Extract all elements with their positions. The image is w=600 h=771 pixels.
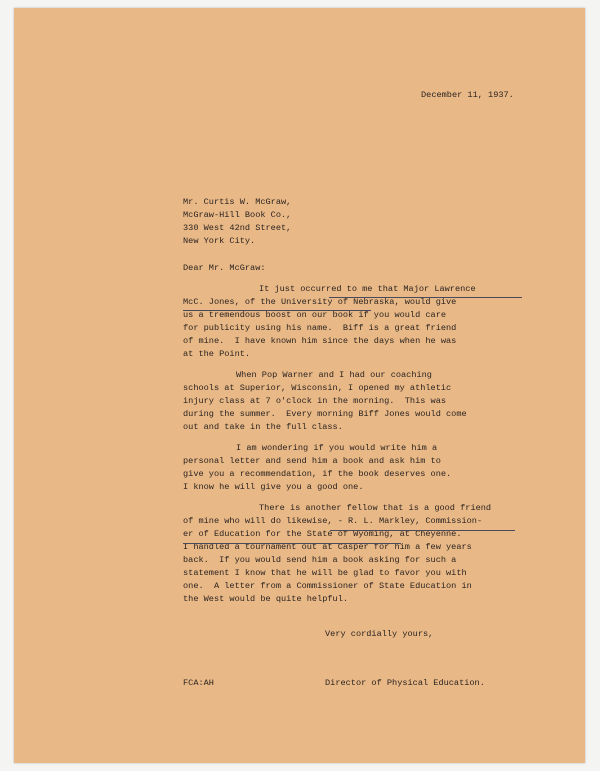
body-line: I am wondering if you would write him a [236,443,438,453]
recipient-street: 330 West 42nd Street, [183,223,292,233]
closing: Very cordially yours, [325,629,434,639]
underline-mark [183,543,401,544]
underline-mark [330,530,515,531]
typist-initials: FCA:AH [183,678,214,688]
letter-date: December 11, 1937. [421,90,514,100]
body-line: er of Education for the State of Wyoming, at Cheyenne. [183,529,462,539]
recipient-name: Mr. Curtis W. McGraw, [183,197,292,207]
body-line: for publicity using his name. Biff is a great friend [183,323,457,333]
body-line: McC. Jones, of the University of Nebraska, would give [183,297,457,307]
body-line: of mine who will do likewise, - R. L. Markley, Commission- [183,516,483,526]
body-line: schools at Superior, Wisconsin, I opened my athletic [183,383,452,393]
body-line: of mine. I have known him since the days when he was [183,336,457,346]
body-line: There is another fellow that is a good friend [259,503,492,513]
recipient-city: New York City. [183,236,256,246]
body-line: during the summer. Every morning Biff Jones would come [183,409,467,419]
body-line: It just occurred to me that Major Lawrence [259,284,476,294]
body-line: one. A letter from a Commissioner of State Education in [183,581,472,591]
underline-mark [183,310,371,311]
salutation: Dear Mr. McGraw: [183,263,266,273]
body-line: I know he will give you a good one. [183,482,364,492]
body-line: personal letter and send him a book and ask him to [183,456,441,466]
underline-mark [329,297,522,298]
body-line: give you a recommendation, if the book deserves one. [183,469,452,479]
body-line: back. If you would send him a book asking for such a [183,555,457,565]
body-line: injury class at 7 o'clock in the morning. This was [183,396,447,406]
body-line: us a tremendous boost on our book if you would care [183,310,447,320]
body-line: the West would be quite helpful. [183,594,349,604]
recipient-company: McGraw-Hill Book Co., [183,210,292,220]
body-line: out and take in the full class. [183,422,343,432]
body-line: at the Point. [183,349,251,359]
signature-title: Director of Physical Education. [325,678,485,688]
body-line: When Pop Warner and I had our coaching [236,370,432,380]
body-line: I handled a tournament out at Casper for him a few years [183,542,472,552]
body-line: statement I know that he will be glad to favor you with [183,568,467,578]
